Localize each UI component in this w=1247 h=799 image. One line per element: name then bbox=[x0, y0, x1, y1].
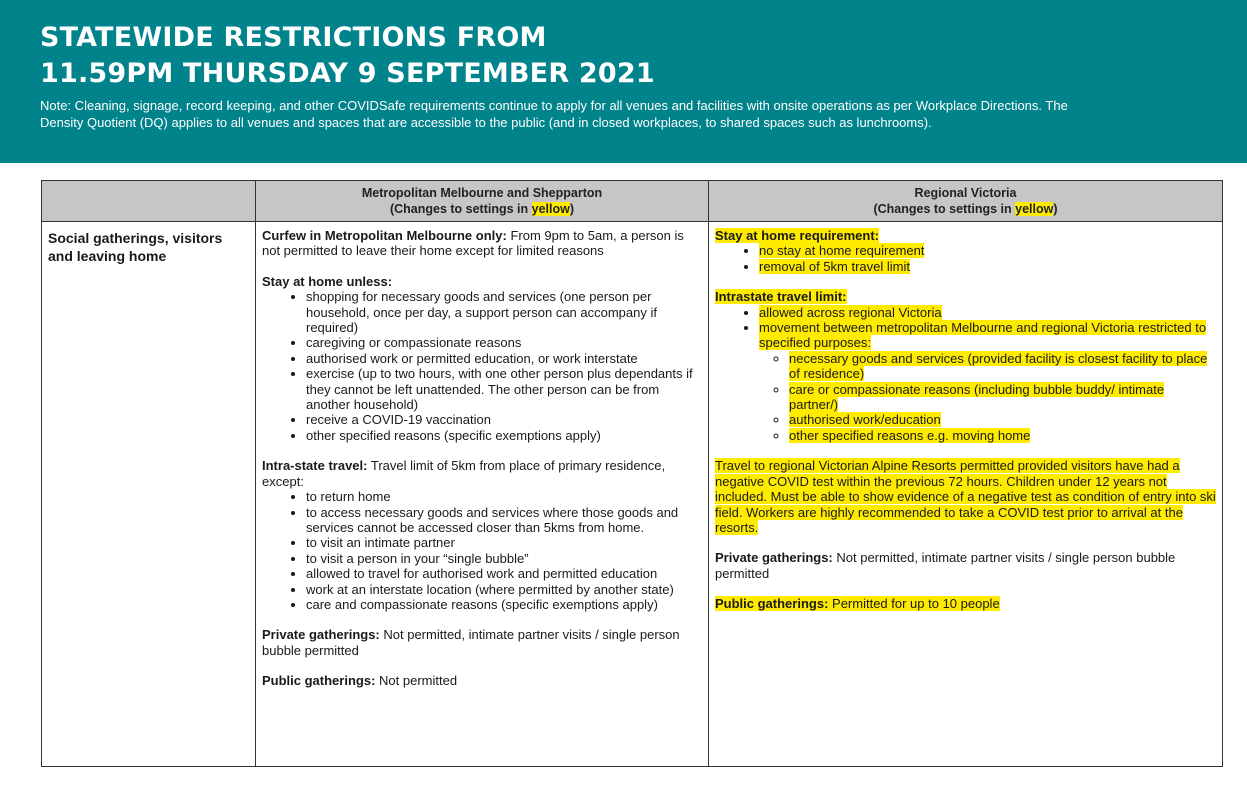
list-item: • movement between metropolitan Melbourne and regional Victoria restricted to specified purposes: ◦ necessary goods and services (provided facility is closest facility to place of residence) ◦ care or compassionate reasons (including bubble buddy/ intimate partner/) ◦ authorised work/education ◦ other specified reasons e.g. moving home bbox=[759, 320, 1216, 443]
list-item: • exercise (up to two hours, with one other person plus dependants if they cannot be left unattended. The other person can be from another household) bbox=[306, 366, 702, 412]
regional-alpine-resorts: Travel to regional Victorian Alpine Resorts permitted provided visitors have had a negative COVID test within the previous 72 hours. Children under 12 years not included. Must be able to show evidence of a negative test as condition of entry into ski field. Workers are highly recommended to take a COVID test prior to arrival at the resorts. bbox=[715, 458, 1216, 535]
title-line-1: STATEWIDE RESTRICTIONS FROM bbox=[40, 22, 547, 53]
regional-intra-list bbox=[715, 305, 1216, 444]
yellow-legend: yellow bbox=[1015, 202, 1054, 216]
regional-changes-note: (Changes to settings in yellow) bbox=[873, 202, 1058, 216]
list-item: • caregiving or compassionate reasons bbox=[306, 335, 702, 350]
restrictions-table bbox=[41, 180, 1223, 767]
yellow-legend: yellow bbox=[531, 202, 570, 216]
list-item: • authorised work or permitted education, or work interstate bbox=[306, 351, 702, 366]
metro-changes-note: (Changes to settings in yellow) bbox=[389, 202, 575, 216]
list-item: • shopping for necessary goods and services (one person per household, once per day, a support person can accompany if required) bbox=[306, 289, 702, 335]
list-item: ◦ authorised work/education bbox=[789, 412, 1216, 427]
metro-intra-list bbox=[262, 489, 702, 612]
list-item: • to return home bbox=[306, 489, 702, 504]
regional-column-title: Regional Victoria bbox=[914, 186, 1017, 200]
regional-column-header bbox=[709, 181, 1223, 222]
list-item: • allowed to travel for authorised work and permitted education bbox=[306, 566, 702, 581]
table-header-row bbox=[42, 181, 1223, 222]
list-item: • allowed across regional Victoria bbox=[759, 305, 1216, 320]
table-row bbox=[42, 222, 1223, 767]
page-title bbox=[40, 20, 655, 92]
metro-cell bbox=[256, 222, 709, 767]
regional-private-gatherings: Private gatherings: Not permitted, intimate partner visits / single person bubble permitted bbox=[715, 550, 1176, 581]
regional-stay-list bbox=[715, 243, 1216, 274]
regional-intra-label: Intrastate travel limit: bbox=[715, 289, 847, 305]
list-item: • no stay at home requirement bbox=[759, 243, 1216, 258]
metro-stay-label: Stay at home unless: bbox=[262, 273, 393, 289]
list-item: • care and compassionate reasons (specific exemptions apply) bbox=[306, 597, 702, 612]
list-item: • to visit a person in your “single bubble” bbox=[306, 551, 702, 566]
title-line-2: 11.59PM THURSDAY 9 SEPTEMBER 2021 bbox=[40, 58, 655, 89]
regional-public-gatherings: Public gatherings: Permitted for up to 10 people bbox=[715, 596, 1000, 612]
list-item: • removal of 5km travel limit bbox=[759, 259, 1216, 274]
list-item: • work at an interstate location (where permitted by another state) bbox=[306, 582, 702, 597]
metro-public-gatherings: Public gatherings: Not permitted bbox=[262, 673, 458, 689]
list-item: ◦ other specified reasons e.g. moving home bbox=[789, 428, 1216, 443]
page-header bbox=[0, 0, 1247, 163]
empty-header-cell bbox=[42, 181, 256, 222]
metro-column-title: Metropolitan Melbourne and Shepparton bbox=[361, 186, 603, 200]
regional-cell bbox=[709, 222, 1223, 767]
metro-stay-list bbox=[262, 289, 702, 443]
list-item: • to access necessary goods and services where those goods and services cannot be accessed closer than 5kms from home. bbox=[306, 505, 702, 536]
list-item: • receive a COVID-19 vaccination bbox=[306, 412, 702, 427]
list-item: • to visit an intimate partner bbox=[306, 535, 702, 550]
list-item: • other specified reasons (specific exemptions apply) bbox=[306, 428, 702, 443]
regional-stay-label: Stay at home requirement: bbox=[715, 228, 879, 243]
metro-curfew: Curfew in Metropolitan Melbourne only: From 9pm to 5am, a person is not permitted to leave their home except for limited reasons bbox=[262, 228, 684, 259]
regional-purposes-list bbox=[759, 351, 1216, 443]
metro-private-gatherings: Private gatherings: Not permitted, intimate partner visits / single person bubble permitted bbox=[262, 627, 680, 658]
list-item: ◦ necessary goods and services (provided facility is closest facility to place of residence) bbox=[789, 351, 1216, 382]
metro-column-header bbox=[256, 181, 709, 222]
header-note: Note: Cleaning, signage, record keeping, and other COVIDSafe requirements continue to apply for all venues and facilities with onsite operations as per Workplace Directions. The Density Quotient (DQ) applies to all venues and spaces that are accessible to the public (and in closed workplaces, to shared spaces such as lunchrooms). bbox=[40, 98, 1068, 130]
metro-intra: Intra-state travel: Travel limit of 5km from place of primary residence, except: bbox=[262, 458, 666, 489]
row-label: Social gatherings, visitors and leaving home bbox=[42, 222, 256, 767]
list-item: ◦ care or compassionate reasons (including bubble buddy/ intimate partner/) bbox=[789, 382, 1216, 413]
